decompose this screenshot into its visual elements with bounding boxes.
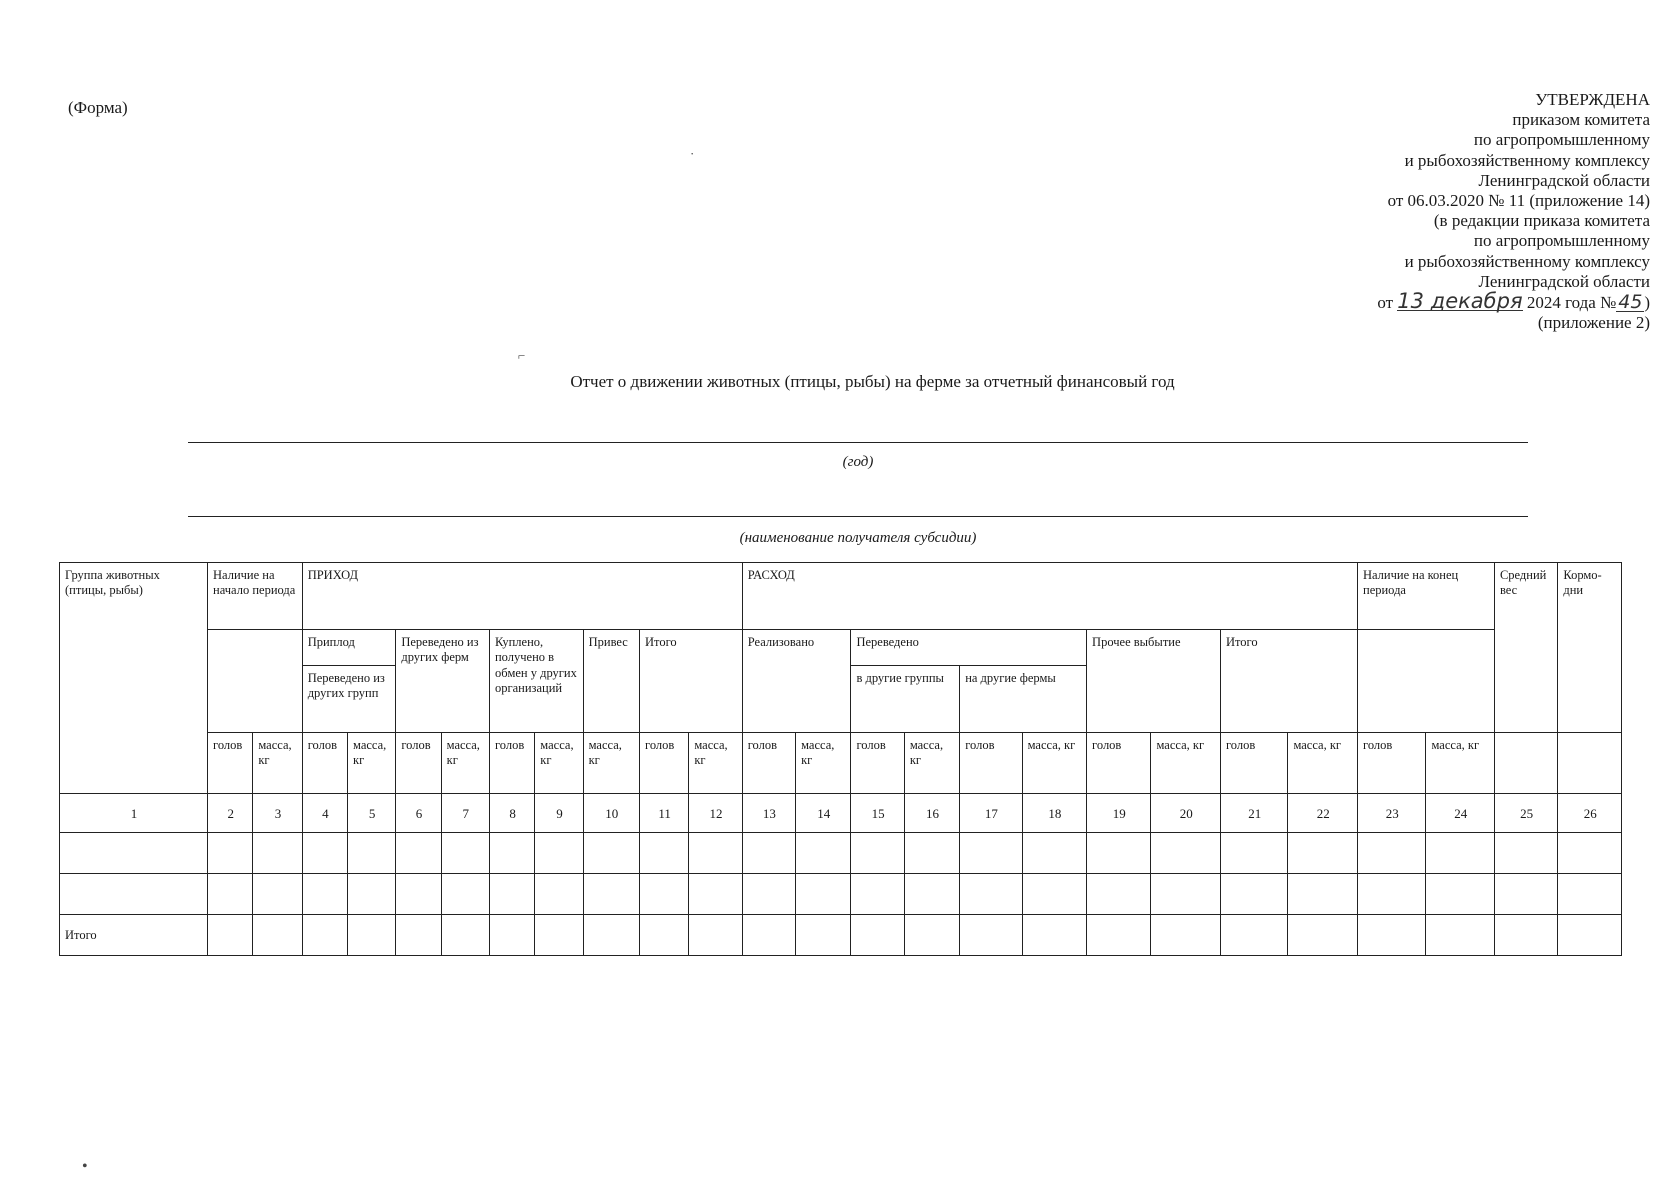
table-cell[interactable] bbox=[1494, 874, 1557, 915]
table-cell[interactable] bbox=[208, 915, 253, 956]
col-number: 18 bbox=[1022, 794, 1086, 833]
unit-heads: голов bbox=[1358, 733, 1426, 794]
unit-heads: голов bbox=[1087, 733, 1151, 794]
table-cell[interactable] bbox=[583, 874, 639, 915]
table-cell[interactable] bbox=[583, 915, 639, 956]
header-offspring: Приплод bbox=[302, 630, 396, 666]
table-cell[interactable] bbox=[535, 833, 583, 874]
table-cell[interactable] bbox=[1151, 833, 1220, 874]
col-number: 3 bbox=[253, 794, 302, 833]
col-number: 24 bbox=[1426, 794, 1494, 833]
table-cell[interactable] bbox=[489, 874, 534, 915]
unit-mass: масса, кг bbox=[1022, 733, 1086, 794]
col-number: 13 bbox=[742, 794, 795, 833]
col-number: 10 bbox=[583, 794, 639, 833]
approval-line: и рыбохозяйственному комплексу bbox=[1404, 150, 1650, 170]
table-cell[interactable] bbox=[904, 833, 959, 874]
unit-mass: масса, кг bbox=[535, 733, 583, 794]
table-cell[interactable] bbox=[302, 874, 347, 915]
header-income: ПРИХОД bbox=[302, 563, 742, 630]
table-cell[interactable] bbox=[1288, 833, 1358, 874]
col-number: 22 bbox=[1288, 794, 1358, 833]
approval-line: по агропромышленному bbox=[1473, 130, 1650, 150]
table-cell[interactable] bbox=[1358, 833, 1426, 874]
column-number-row bbox=[60, 794, 1622, 833]
header-row-1 bbox=[60, 563, 1622, 630]
table-cell[interactable] bbox=[253, 833, 302, 874]
table-cell[interactable] bbox=[1426, 874, 1494, 915]
unit-heads: голов bbox=[302, 733, 347, 794]
table-cell[interactable] bbox=[640, 833, 689, 874]
header-gain: Привес bbox=[583, 630, 639, 733]
table-cell[interactable] bbox=[208, 874, 253, 915]
col-number: 25 bbox=[1494, 794, 1557, 833]
header-expense-total: Итого bbox=[1220, 630, 1357, 733]
col-number: 21 bbox=[1220, 794, 1287, 833]
table-cell[interactable] bbox=[1426, 833, 1494, 874]
table-cell[interactable] bbox=[1494, 915, 1557, 956]
approval-line: Ленинградской области bbox=[1478, 170, 1650, 190]
date-mid: 2024 года № bbox=[1526, 293, 1617, 313]
scan-speck: ⌐ bbox=[518, 348, 526, 363]
table-cell[interactable] bbox=[396, 833, 441, 874]
table-cell[interactable] bbox=[302, 833, 347, 874]
header-end-empty bbox=[1358, 630, 1495, 733]
unit-mass: масса, кг bbox=[796, 733, 851, 794]
table-cell[interactable] bbox=[302, 915, 347, 956]
scan-speck: · bbox=[690, 146, 695, 161]
header-feed-days: Кормо-дни bbox=[1558, 563, 1622, 733]
header-start-empty bbox=[208, 630, 303, 733]
table-cell[interactable] bbox=[1022, 874, 1086, 915]
table-cell[interactable] bbox=[1558, 874, 1622, 915]
unit-heads: голов bbox=[851, 733, 904, 794]
table-cell[interactable] bbox=[796, 833, 851, 874]
unit-mass: масса, кг bbox=[1426, 733, 1494, 794]
header-from-farms: Переведено из других ферм bbox=[396, 630, 490, 733]
table-cell[interactable] bbox=[1087, 833, 1151, 874]
header-from-groups: Переведено из других групп bbox=[302, 666, 396, 733]
unit-empty bbox=[1494, 733, 1557, 794]
table-cell[interactable] bbox=[960, 874, 1022, 915]
table-cell[interactable] bbox=[1558, 833, 1622, 874]
approval-line: от 06.03.2020 № 11 (приложение 14) bbox=[1387, 191, 1650, 211]
table-cell[interactable] bbox=[1494, 833, 1557, 874]
header-end-balance: Наличие на конец периода bbox=[1358, 563, 1495, 630]
col-number: 1 bbox=[60, 794, 208, 833]
recipient-blank-line bbox=[188, 516, 1528, 517]
table-cell[interactable] bbox=[253, 915, 302, 956]
table-cell[interactable] bbox=[1087, 874, 1151, 915]
table-cell[interactable] bbox=[1426, 915, 1494, 956]
table-cell[interactable] bbox=[583, 833, 639, 874]
header-bought: Куплено, получено в обмен у других организаций bbox=[489, 630, 583, 733]
table-cell[interactable] bbox=[60, 833, 208, 874]
header-row-2 bbox=[60, 630, 1622, 666]
header-income-total: Итого bbox=[640, 630, 743, 733]
year-caption: (год) bbox=[842, 454, 874, 470]
col-number: 19 bbox=[1087, 794, 1151, 833]
table-cell[interactable] bbox=[1358, 874, 1426, 915]
table-cell[interactable] bbox=[253, 874, 302, 915]
col-number: 5 bbox=[348, 794, 396, 833]
col-number: 17 bbox=[960, 794, 1022, 833]
col-number: 12 bbox=[689, 794, 742, 833]
table-cell[interactable] bbox=[396, 874, 441, 915]
col-number: 26 bbox=[1558, 794, 1622, 833]
col-number: 2 bbox=[208, 794, 253, 833]
unit-mass: масса, кг bbox=[1288, 733, 1358, 794]
table-cell[interactable] bbox=[960, 833, 1022, 874]
table-cell[interactable] bbox=[1151, 874, 1220, 915]
header-avg-weight: Средний вес bbox=[1494, 563, 1557, 733]
table-cell[interactable] bbox=[851, 833, 904, 874]
unit-heads: голов bbox=[1220, 733, 1287, 794]
table-cell[interactable] bbox=[742, 874, 795, 915]
table-cell[interactable] bbox=[1022, 833, 1086, 874]
table-cell[interactable] bbox=[1220, 833, 1287, 874]
col-number: 6 bbox=[396, 794, 441, 833]
table-total-row bbox=[60, 915, 1622, 956]
col-number: 4 bbox=[302, 794, 347, 833]
recipient-caption: (наименование получателя субсидии) bbox=[739, 530, 977, 546]
col-number: 11 bbox=[640, 794, 689, 833]
unit-mass: масса, кг bbox=[253, 733, 302, 794]
col-number: 14 bbox=[796, 794, 851, 833]
header-start-balance: Наличие на начало периода bbox=[208, 563, 303, 630]
date-suffix: ) bbox=[1644, 293, 1650, 313]
approval-line: (в редакции приказа комитета bbox=[1433, 211, 1650, 231]
table-cell[interactable] bbox=[535, 874, 583, 915]
handwritten-number: 45 bbox=[1618, 291, 1643, 314]
approval-stamp bbox=[1230, 90, 1650, 333]
col-number: 9 bbox=[535, 794, 583, 833]
table-cell[interactable] bbox=[348, 874, 396, 915]
table-cell[interactable] bbox=[904, 915, 959, 956]
col-number: 20 bbox=[1151, 794, 1220, 833]
table-cell[interactable] bbox=[796, 874, 851, 915]
scan-speck: • bbox=[82, 1158, 88, 1175]
approval-date-line bbox=[1230, 289, 1650, 314]
table-cell[interactable] bbox=[742, 915, 795, 956]
table-cell[interactable] bbox=[1220, 915, 1287, 956]
col-number: 23 bbox=[1358, 794, 1426, 833]
table-cell[interactable] bbox=[396, 915, 441, 956]
table-cell[interactable] bbox=[535, 915, 583, 956]
table-cell[interactable] bbox=[742, 833, 795, 874]
approval-line: по агропромышленному bbox=[1473, 231, 1650, 251]
table-cell[interactable] bbox=[689, 874, 742, 915]
date-prefix: от bbox=[1377, 293, 1394, 313]
unit-heads: голов bbox=[208, 733, 253, 794]
approval-line: и рыбохозяйственному комплексу bbox=[1404, 251, 1650, 271]
table-cell[interactable] bbox=[1087, 915, 1151, 956]
header-transferred: Переведено bbox=[851, 630, 1087, 666]
header-expense: РАСХОД bbox=[742, 563, 1357, 630]
table-cell[interactable] bbox=[60, 874, 208, 915]
table-cell[interactable] bbox=[640, 874, 689, 915]
unit-mass: масса, кг bbox=[583, 733, 639, 794]
unit-heads: голов bbox=[640, 733, 689, 794]
table-cell[interactable] bbox=[489, 833, 534, 874]
unit-heads: голов bbox=[960, 733, 1022, 794]
table-cell[interactable] bbox=[1288, 915, 1358, 956]
table-cell[interactable] bbox=[1220, 874, 1287, 915]
handwritten-date: 13 декабря bbox=[1397, 289, 1523, 314]
table-cell[interactable] bbox=[1022, 915, 1086, 956]
table-cell[interactable] bbox=[689, 915, 742, 956]
total-row-label: Итого bbox=[60, 915, 208, 956]
unit-mass: масса, кг bbox=[689, 733, 742, 794]
table-cell[interactable] bbox=[1358, 915, 1426, 956]
table-cell[interactable] bbox=[851, 874, 904, 915]
unit-mass: масса, кг bbox=[1151, 733, 1220, 794]
header-row-units bbox=[60, 733, 1622, 794]
header-other-disposal: Прочее выбытие bbox=[1087, 630, 1221, 733]
col-number: 7 bbox=[441, 794, 489, 833]
header-to-farms: на другие фермы bbox=[960, 666, 1087, 733]
table-cell[interactable] bbox=[960, 915, 1022, 956]
table-cell[interactable] bbox=[796, 915, 851, 956]
table-cell[interactable] bbox=[208, 833, 253, 874]
table-cell[interactable] bbox=[1288, 874, 1358, 915]
unit-heads: голов bbox=[489, 733, 534, 794]
col-number: 16 bbox=[904, 794, 959, 833]
unit-heads: голов bbox=[396, 733, 441, 794]
year-blank-line bbox=[188, 442, 1528, 443]
table-cell[interactable] bbox=[489, 915, 534, 956]
header-to-groups: в другие группы bbox=[851, 666, 960, 733]
table-cell[interactable] bbox=[851, 915, 904, 956]
table-cell[interactable] bbox=[1151, 915, 1220, 956]
unit-heads: голов bbox=[742, 733, 795, 794]
form-label: (Форма) bbox=[68, 98, 128, 117]
unit-mass: масса, кг bbox=[904, 733, 959, 794]
table-cell[interactable] bbox=[640, 915, 689, 956]
table-cell[interactable] bbox=[1558, 915, 1622, 956]
report-title: Отчет о движении животных (птицы, рыбы) на ферме за отчетный финансовый год bbox=[570, 372, 1175, 391]
header-sold: Реализовано bbox=[742, 630, 851, 733]
animal-movement-table bbox=[59, 562, 1622, 956]
table-cell[interactable] bbox=[348, 833, 396, 874]
col-number: 8 bbox=[489, 794, 534, 833]
table-cell[interactable] bbox=[441, 915, 489, 956]
approval-line: Ленинградской области bbox=[1478, 271, 1650, 291]
table-cell[interactable] bbox=[689, 833, 742, 874]
unit-empty bbox=[1558, 733, 1622, 794]
header-group: Группа животных (птицы, рыбы) bbox=[60, 563, 208, 794]
approval-appendix: (приложение 2) bbox=[1537, 313, 1650, 333]
col-number: 15 bbox=[851, 794, 904, 833]
approval-line: приказом комитета bbox=[1512, 110, 1650, 130]
table-cell[interactable] bbox=[904, 874, 959, 915]
table-cell[interactable] bbox=[348, 915, 396, 956]
approval-line: УТВЕРЖДЕНА bbox=[1535, 90, 1650, 109]
table-cell[interactable] bbox=[441, 874, 489, 915]
table-row bbox=[60, 874, 1622, 915]
table-row bbox=[60, 833, 1622, 874]
table-cell[interactable] bbox=[441, 833, 489, 874]
unit-mass: масса, кг bbox=[348, 733, 396, 794]
unit-mass: масса, кг bbox=[441, 733, 489, 794]
